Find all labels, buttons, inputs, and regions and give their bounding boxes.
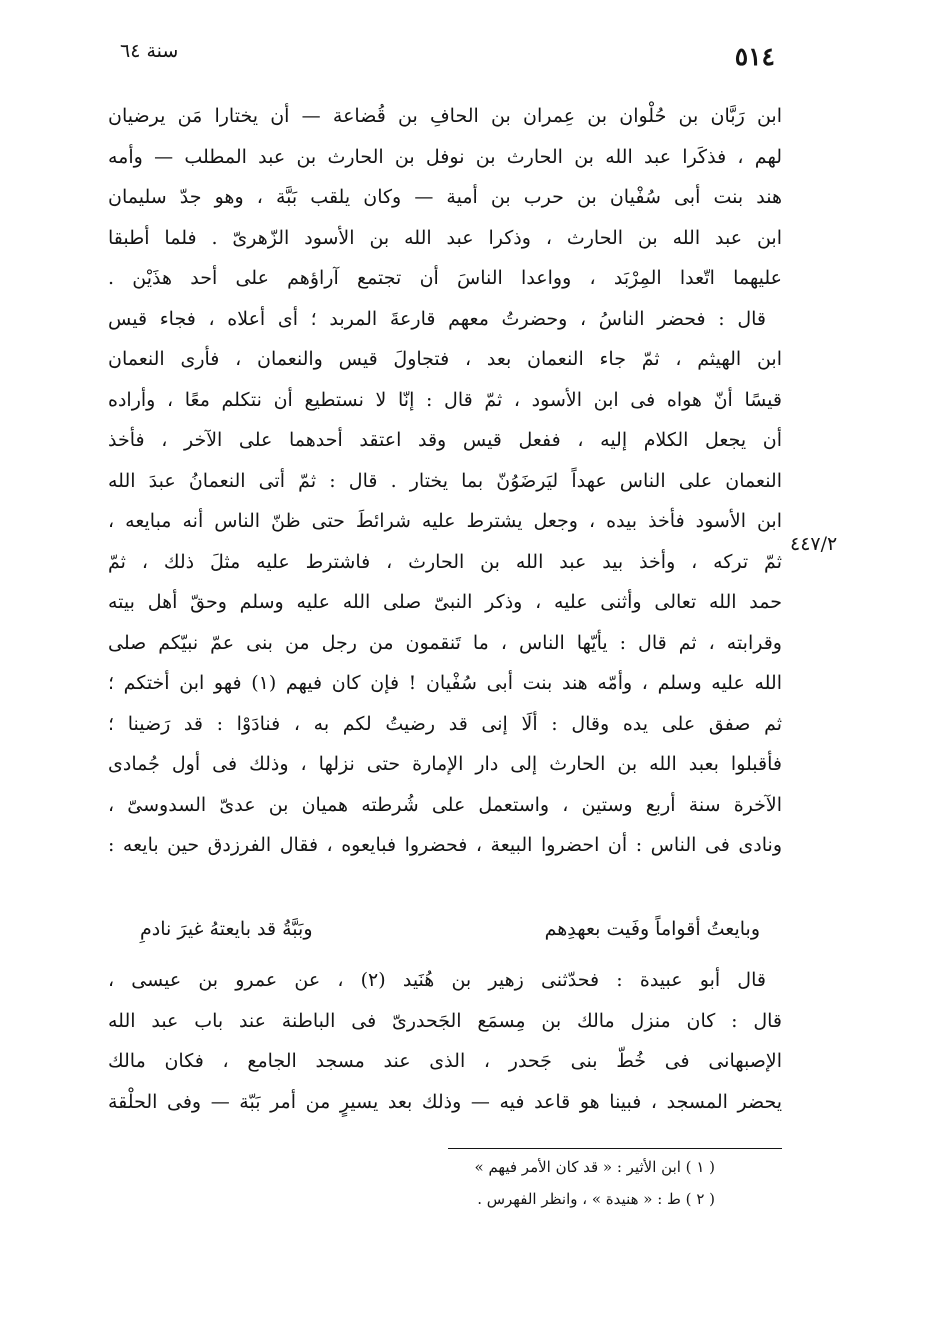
text-line: ونادى فى الناس : أن احضروا البيعة ، فحضروا فبايعوه ، فقال الفرزدق حين بايعه : <box>108 834 782 856</box>
running-header-year: سنة ٦٤ <box>120 40 179 62</box>
text-line: ثمّ تركه ، وأخذ بيد عبد الله بن الحارث ، فاشترط عليه مثلَ ذلك ، ثمّ <box>108 550 782 573</box>
text-line: ابن الهيثم ، ثمّ جاء النعمان بعد ، فتجاولَ قيس والنعمان ، فأرى النعمان <box>108 348 782 370</box>
text-line: الله عليه وسلم ، وأمّه هند بنت أبى سُفْيان ! فإن كان فيهم (١) فهو ابن أختكم ؛ <box>108 672 782 694</box>
footnote-divider <box>448 1148 782 1149</box>
margin-reference: ٤٤٧/٢ <box>790 533 838 555</box>
text-line: هند بنت أبى سُفْيان بن حرب بن أمية — وكان يلقب بَبَّة ، وهو جدّ سليمان <box>108 186 782 208</box>
footnote: ( ١ ) ابن الأثير : « قد كان الأمر فيهم » <box>474 1158 715 1176</box>
verse-hemistich-second: وبَبَّةُ قد بايعتهُ غيرَ نادمِ <box>140 918 313 940</box>
text-line: وقرابته ، ثم قال : يأيّها الناس ، ما تَنقمون من رجل من بنى عمّ نبيّكم صلى <box>108 631 782 654</box>
text-line: قيسًا أنّ هواه فى ابن الأسود ، ثمّ قال : إنّا لا نستطيع أن نتكلم معًا ، وأراده <box>108 388 782 411</box>
text-line: قال أبو عبيدة : فحدّثنى زهير بن هُنَيد (٢) ، عن عمرو بن عيسى ، <box>108 969 766 991</box>
text-line: الإصبهانى فى خُطّ بنى جَحدر ، الذى عند مسجد الجامع ، فكان مالك <box>108 1050 782 1072</box>
text-line: ابن رَبَّان بن حُلْوان بن عِمران بن الحافِ بن قُضاعة — أن يختارا مَن يرضيان <box>108 105 782 127</box>
text-line: عليهما اتّعدا المِرْبَد ، وواعدا الناسَ أن تجتمع آراؤهم على أحد هذَيْن . <box>108 267 782 289</box>
main-text-continued <box>108 960 782 1122</box>
text-line: لهم ، فذكَرا عبد الله بن الحارث بن نوفل بن الحارث بن عبد المطلب — وأمه <box>108 145 782 168</box>
text-line: يحضر المسجد ، فبينا هو قاعد فيه — وذلك بعد يسيرٍ من أمر بَبّة — وفى الحلْقة <box>108 1090 782 1113</box>
text-line: ابن عبد الله بن الحارث ، وذكرا عبد الله بن الأسود الزّهرىّ . فلما أطبقا <box>108 226 782 249</box>
poetry-verse <box>140 918 760 940</box>
text-line: فأقبلوا بعبد الله بن الحارث إلى دار الإمارة حتى نزلها ، وذلك فى أول جُمادى <box>108 753 782 775</box>
text-line: حمد الله تعالى وأثنى عليه ، وذكر النبىّ صلى الله عليه وسلم وحقّ أهل بيته <box>108 591 782 613</box>
footnote: ( ٢ ) ط : « هنيدة » ، وانظر الفهرس . <box>477 1190 715 1208</box>
text-line: ابن الأسود فأخذ بيده ، وجعل يشترط عليه شرائطَ حتى ظنّ الناس أنه مبايعه ، <box>108 510 782 532</box>
text-line: أن يجعل الكلام إليه ، ففعل قيس وقد اعتقد أحدهما على الآخر ، فأخذ <box>108 429 782 451</box>
text-line: الآخرة سنة أربع وستين ، واستعمل على شُرطته هميان بن عدىّ السدوسىّ ، <box>108 793 782 816</box>
page-number: ٥١٤ <box>734 42 775 71</box>
text-line: النعمان على الناس عهداً ليَرضَوُنّ بما يختار . قال : ثمّ أتى النعمانُ عبدَ الله <box>108 469 782 492</box>
text-line: ثم صفق على يده وقال : ألَا إنى قد رضيتُ لكم به ، فنادَوْا : قد رَضينا ؛ <box>108 712 782 735</box>
text-line: قال : كان منزل مالك بن مِسمَع الجَحدرىّ فى الباطنة عند باب عبد الله <box>108 1009 782 1032</box>
text-line: قال : فحضر الناسُ ، وحضرتُ معهم قارعةَ المربد ؛ أى أعلاه ، فجاء قيس <box>108 307 766 330</box>
main-text <box>108 96 782 866</box>
verse-hemistich-first: وبايعتُ أقواماً وفَيت بعهدِهم <box>544 918 760 940</box>
